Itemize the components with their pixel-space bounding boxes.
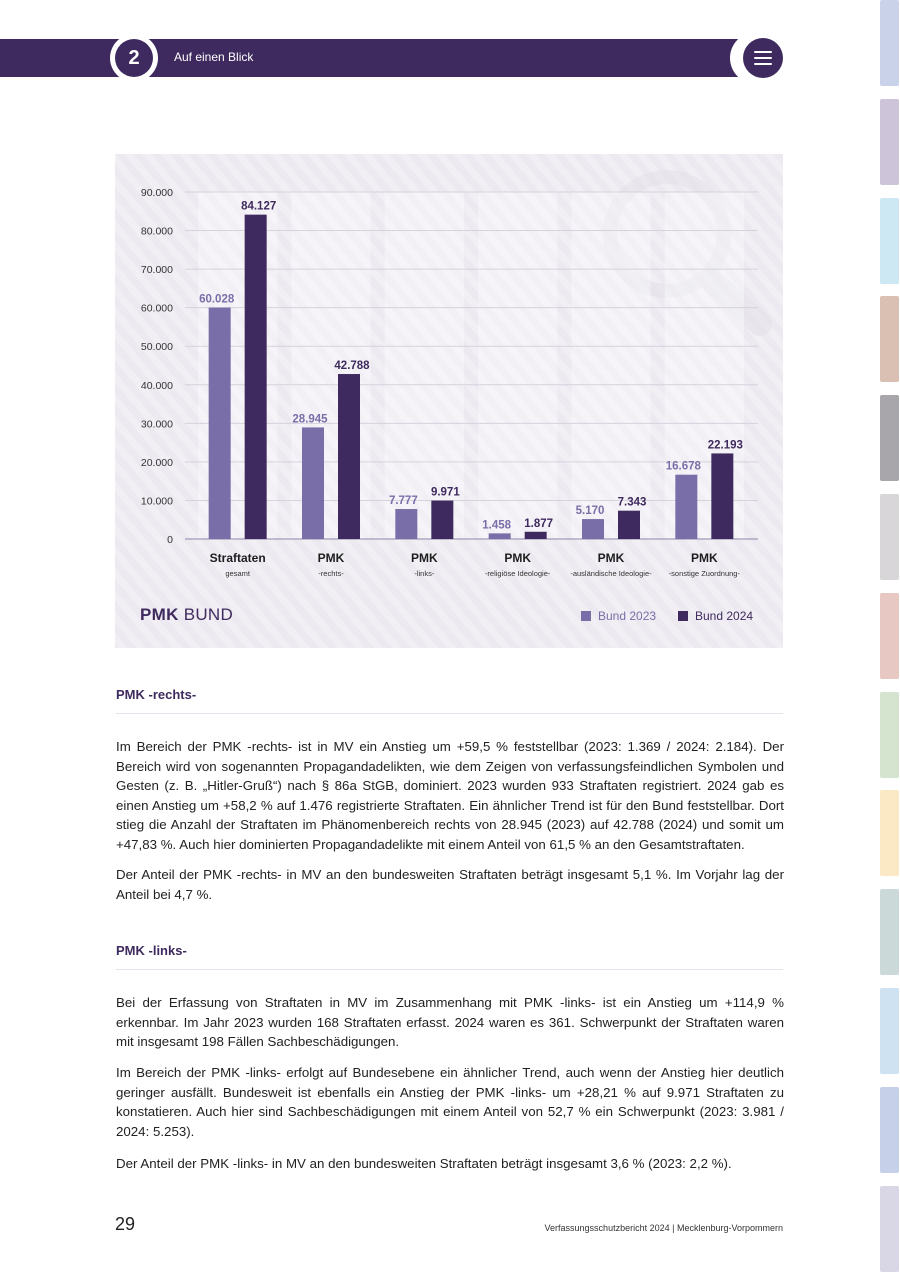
data-label: 84.127 [241,200,277,213]
chapter-tab-7[interactable] [880,593,899,679]
category-label: PMK [690,551,718,565]
y-tick-label: 70.000 [140,264,173,277]
y-tick-label: 20.000 [140,456,173,469]
menu-line [754,63,772,65]
y-tick-label: 50.000 [140,341,173,354]
data-label: 60.028 [199,293,235,306]
chart-title-bold: PMK [140,605,179,624]
chapter-tab-4[interactable] [880,296,899,382]
category-label: PMK [597,551,625,565]
legend-swatch-2024 [678,611,688,621]
bar-2023 [675,475,697,539]
y-tick-label: 60.000 [140,302,173,315]
chapter-tab-5[interactable] [880,395,899,481]
y-tick-label: 80.000 [140,225,173,238]
chapter-tab-8[interactable] [880,692,899,778]
paragraph: Der Anteil der PMK -rechts- in MV an den bundesweiten Straftaten beträgt insgesamt 5,1 %. Im Vorjahr lag der Anteil bei 4,7 %. [116,867,784,902]
chapter-tab-6[interactable] [880,494,899,580]
chart-title-rest: BUND [178,605,234,624]
category-label: PMK [410,551,438,565]
category-label: Straftaten [209,551,266,565]
data-label: 1.877 [524,517,554,530]
hamburger-menu-icon[interactable] [743,38,783,78]
section-heading-links: PMK -links- [116,943,187,958]
section-divider [116,969,783,970]
category-sublabel: -sonstige Zuordnung- [668,569,740,578]
category-panel [478,192,557,539]
data-label: 28.945 [292,413,328,426]
chapter-tab-11[interactable] [880,988,899,1074]
legend-item-2023 [581,609,656,623]
chapter-tab-1[interactable] [880,0,899,86]
y-tick-label: 0 [167,534,173,546]
y-tick-label: 40.000 [140,379,173,392]
category-sublabel: -rechts- [318,569,344,578]
section-heading-rechts: PMK -rechts- [116,687,197,702]
paragraph: Im Bereich der PMK -rechts- ist in MV ein Anstieg um +59,5 % feststellbar (2023: 1.369 / 2024: 2.184). Der Bereich wird von sogenannten Propagandadelikten, wie dem Zeigen von verfassungsfeindlichen Symbolen und Gesten (z. B. „Hitler-Gruß“) nach § 86a StGB, dominiert. 2023 wurden 933 Straftaten registriert. 2024 gab es einen Anstieg um +58,2 % auf 1.476 registrierte Straftaten. Ein ähnlicher Trend ist für den Bund feststellbar. Dort stieg die Anzahl der Straftaten im Phänomenbereich rechts von 28.945 (2023) auf 42.788 (2024) und somit um +47,83 %. Auch hier dominierten Propagandadelikte mit einem Anteil von 61,5 % an den Gesamtstraftaten. [116,739,784,852]
data-label: 16.678 [665,460,701,473]
paragraph: Bei der Erfassung von Straftaten in MV im Zusammenhang mit PMK -links- ist ein Anstieg um +114,9 % erkennbar. Im Jahr 2023 wurden 168 Straftaten erfasst. 2024 waren es 361. Schwerpunkt der Straftaten waren mit insgesamt 198 Fällen Sachbeschädigungen. [116,995,784,1050]
chart-card [115,154,783,648]
bar-2023 [582,519,604,539]
y-tick-label: 10.000 [140,495,173,508]
data-label: 1.458 [482,519,512,532]
legend-swatch-2023 [581,611,591,621]
bar-2023 [302,427,324,539]
chapter-tab-3[interactable] [880,198,899,284]
chapter-tab-12[interactable] [880,1087,899,1173]
legend-item-2024 [678,609,753,623]
paragraph: Der Anteil der PMK -links- in MV an den bundesweiten Straftaten beträgt insgesamt 3,6 % (2023: 2,2 %). [116,1156,732,1171]
bar-2024 [431,501,453,539]
bar-2024 [618,511,640,539]
data-label: 22.193 [707,439,743,452]
chapter-number: 2 [115,39,153,77]
category-sublabel: -religiöse Ideologie- [484,569,551,578]
y-tick-label: 90.000 [140,187,173,199]
data-label: 7.777 [388,495,418,508]
category-panel [571,192,650,539]
footer-meta: Verfassungsschutzbericht 2024 | Mecklenburg-Vorpommern [544,1223,783,1233]
bar-2024 [245,215,267,539]
menu-line [754,51,772,53]
category-sublabel: -links- [414,569,435,578]
data-label: 5.170 [575,505,605,518]
bar-chart [115,154,783,648]
chapter-tab-2[interactable] [880,99,899,185]
bar-2023 [395,509,417,539]
chart-title [140,605,233,625]
menu-line [754,57,772,59]
category-sublabel: -ausländische Ideologie- [570,569,652,578]
chapter-tab-13[interactable] [880,1186,899,1272]
data-label: 9.971 [430,486,460,499]
legend-label-2023: Bund 2023 [598,609,657,623]
page-title: Auf einen Blick [174,50,254,64]
chapter-tab-9[interactable] [880,790,899,876]
data-label: 42.788 [334,360,370,373]
chapter-badge[interactable] [110,34,158,82]
bar-2024 [711,453,733,539]
bar-2023 [209,308,231,539]
paragraph: Im Bereich der PMK -links- erfolgt auf Bundesebene ein ähnlicher Trend, auch wenn der Anstieg hier deutlich geringer ausfällt. Bundesweit ist ebenfalls ein Anstieg der PMK -links- um +28,21 % auf 9.971 Straftaten zu konstatieren. Auch hier sind Sachbeschädigungen mit einem Anteil von 52,7 % ein Schwerpunkt (2023: 3.981 / 2024: 5.253). [116,1065,784,1139]
bar-2024 [525,532,547,539]
legend-label-2024: Bund 2024 [695,609,754,623]
category-sublabel: gesamt [225,569,250,578]
y-tick-label: 30.000 [140,418,173,431]
section-divider [116,713,783,714]
chapter-tab-10[interactable] [880,889,899,975]
category-label: PMK [317,551,345,565]
data-label: 7.343 [617,496,647,509]
page-number: 29 [115,1214,136,1234]
bar-2024 [338,374,360,539]
category-label: PMK [504,551,532,565]
bar-2023 [489,533,511,539]
